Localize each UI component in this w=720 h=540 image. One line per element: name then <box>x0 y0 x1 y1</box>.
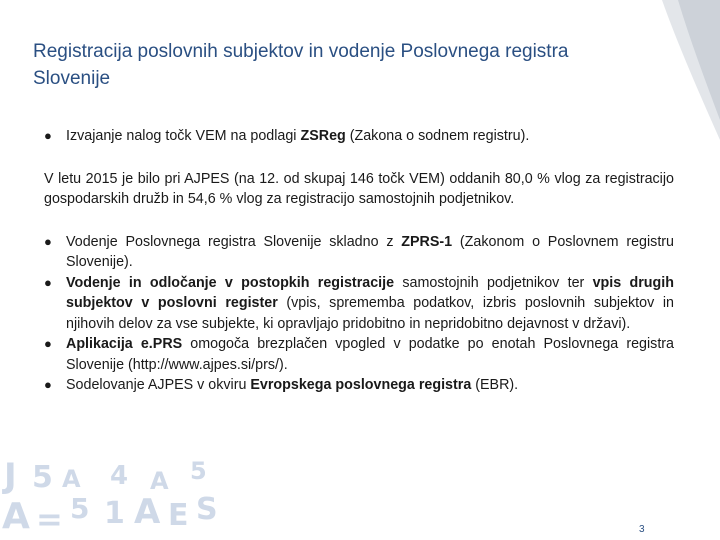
bullet-item: ● Sodelovanje AJPES v okviru Evropskega poslovnega registra (EBR). <box>44 375 674 396</box>
bullet-item: ● Aplikacija e.PRS omogoča brezplačen vpogled v podatke po enotah Poslovnega registra Slovenije (http://www.ajpes.si/prs/). <box>44 336 674 373</box>
bullet-item: ● Izvajanje nalog točk VEM na podlagi ZSReg (Zakona o sodnem registru). <box>44 126 674 147</box>
bullet-list <box>44 232 674 396</box>
slide-content <box>44 126 674 396</box>
bullet-dot: ● <box>44 128 52 143</box>
logo-watermark: J 5 A 4 A 5 A = 5 1 A E S <box>2 456 218 538</box>
bullet-dot: ● <box>44 233 52 249</box>
bullet-item: ● Vodenje Poslovnega registra Slovenije skladno z ZPRS-1 (Zakonom o Poslovnem registru Slovenije). <box>44 233 674 270</box>
corner-swoosh-decoration <box>660 0 720 140</box>
slide-title: Registracija poslovnih subjektov in vodenje Poslovnega registra Slovenije <box>33 41 569 89</box>
paragraph: V letu 2015 je bilo pri AJPES (na 12. od skupaj 146 točk VEM) oddanih 80,0 % vlog za registracijo gospodarskih družb in 54,6 % vlog za registracijo samostojnih podjetnikov. <box>44 170 674 207</box>
bullet-item: ● Vodenje in odločanje v postopkih registracije samostojnih podjetnikov ter vpis drugih subjektov v poslovni register (vpis, sprememba podatkov, izbris poslovnih subjektov in njihovih delov za vse subjekte, ki opravljajo pridobitno in nepridobitno dejavnost v državi). <box>44 274 674 332</box>
bullet-dot: ● <box>44 336 52 351</box>
page-number: 3 <box>639 524 645 535</box>
bullet-dot: ● <box>44 377 52 392</box>
bullet-dot: ● <box>44 274 52 290</box>
